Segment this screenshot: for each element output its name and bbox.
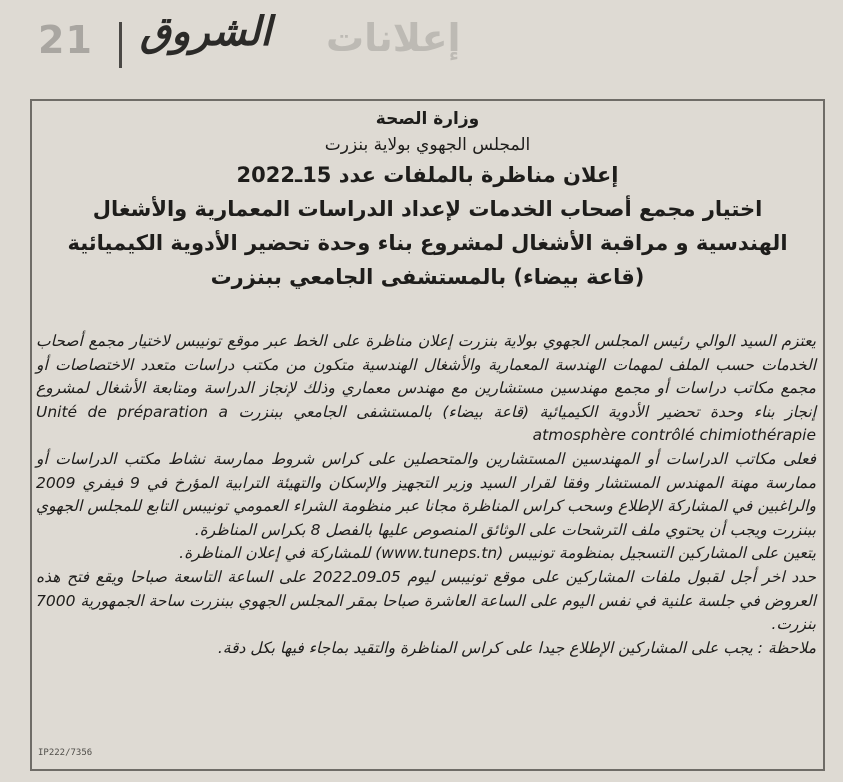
tender-title: إعلان مناظرة بالملفات عدد 15ـ2022 [236,163,619,187]
tender-subject: اختيار مجمع أصحاب الخدمات لإعداد الدراسات المعمارية والأشغال الهندسية و مراقبة الأشغال لمشروع بناء وحدة تحضير الأدوية الكيميائية (قاعة بيضاء) بالمستشفى الجامعي ببنزرت [67,197,788,289]
paragraph-eligibility: فعلى مكاتب الدراسات أو المهندسين المستشارين والمتحصلين على كراس شروط ممارسة نشاط مكتب الدراسات أو ممارسة مهنة المهندس المستشار وفقا لقرار السيد وزير التجهيز والإسكان والتهيئة الترابية المؤرخ في 9 فيفري 2009 والراغبين في المشاركة الإطلاع وسحب كراس المناظرة مجانا عبر منظومة الشراء العمومي تونيبس التابع للمجلس الجهوي ببنزرت ويجب أن يحتوي ملف الترشحات على الوثائق المنصوص عليها بالفصل 8 بكراس المناظرة. [36,449,816,539]
paragraph-note: ملاحظة : يجب على المشاركين الإطلاع جيدا على كراس المناظرة والتقيد بماجاء فيها بكل دقة. [217,638,816,657]
paragraph-deadline: حدد اخر أجل لقبول ملفات المشاركين على موقع تونيبس ليوم 05ـ09ـ2022 على الساعة التاسعة صباحا ويقع فتح هذه العروض في جلسة علنية في نفس اليوم على الساعة العاشرة صباحا بمقر المجلس الجهوي ببنزرت ساحة الجمهورية 7000 بنزرت. [36,567,816,634]
paragraph-intro: يعتزم السيد الوالي رئيس المجلس الجهوي بولاية بنزرت إعلان مناظرة على الخط عبر موقع تونيبس لاختيار مجمع أصحاب الخدمات حسب الملف لمهمات الهندسة المعمارية والأشغال الهندسية متكون من مكتب دراسات متعدد الاختصاصات أو مجمع مكاتب دراسات أو مجمع مهندسين مستشارين مع مهندس معماري وذلك لإنجاز الدراسة ومتابعة الأشغال لمشروع إنجاز بناء وحدة تحضير الأدوية الكيميائية (قاعة بيضاء) بالمستشفى الجامعي ببنزرت Unité de préparation a atmosphère contrôlé chimiothérapie [36,332,817,445]
notice-body [36,330,816,660]
paragraph-registration: يتعين على المشاركين التسجيل بمنظومة تونيبس (www.tuneps.tn) للمشاركة في إعلان المناظرة. [179,544,816,563]
section-title: إعلانات [326,16,461,60]
notice-heading [32,106,823,294]
ad-reference: IP222/7356 [38,748,93,758]
newspaper-logo: الشروق [140,8,272,55]
header-divider [119,22,122,68]
ministry-name: وزارة الصحة [375,109,480,129]
page-number: 21 [38,18,93,62]
page-header [0,0,843,90]
council-name: المجلس الجهوي بولاية بنزرت [324,135,531,155]
